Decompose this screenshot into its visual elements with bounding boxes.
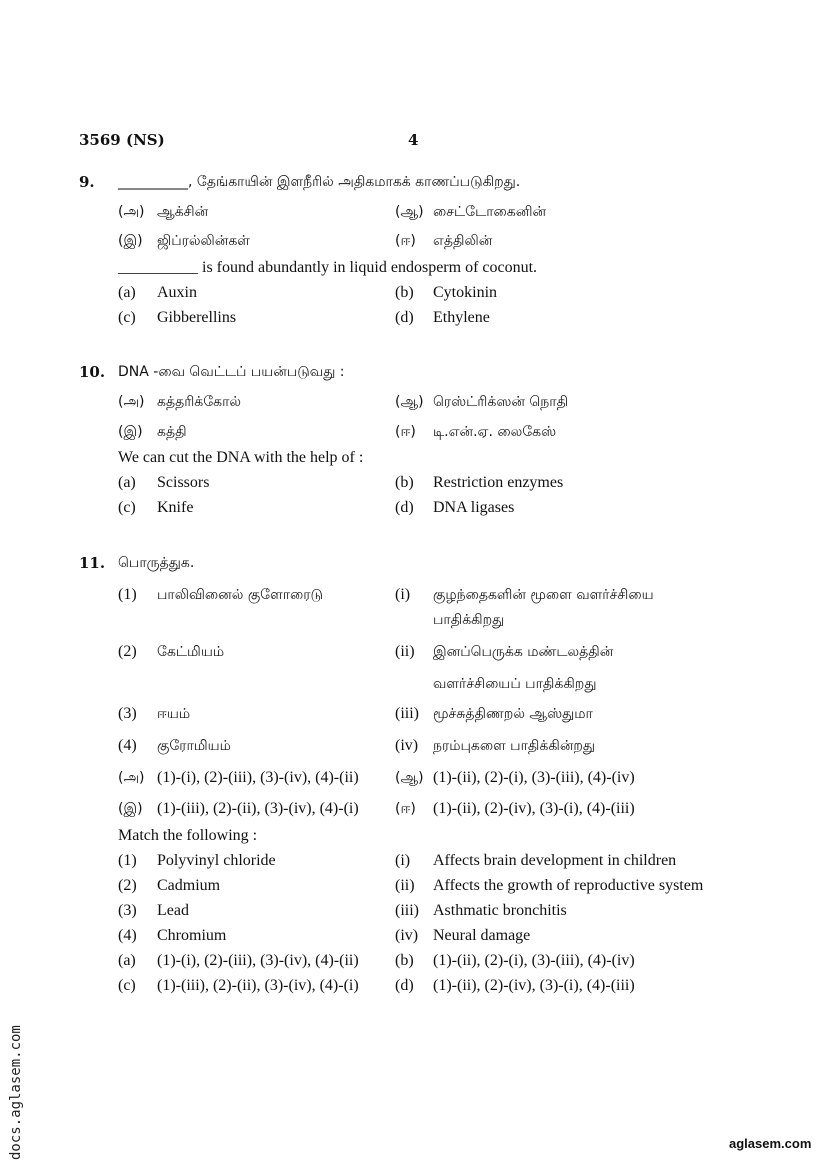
option-text: (1)-(ii), (2)-(i), (3)-(iii), (4)-(iv) <box>433 952 635 969</box>
question-stem-english: Match the following : <box>118 827 258 844</box>
option-label: (அ) <box>118 770 145 786</box>
option-label: (c) <box>118 499 136 516</box>
option-label: (இ) <box>118 233 143 249</box>
option-text: (1)-(i), (2)-(iii), (3)-(iv), (4)-(ii) <box>157 952 359 969</box>
match-right-item: Affects brain development in children <box>433 852 677 869</box>
option-text: Ethylene <box>433 309 490 326</box>
option-text: (1)-(ii), (2)-(iv), (3)-(i), (4)-(iii) <box>433 800 635 817</box>
option-label: (ஆ) <box>395 204 424 220</box>
match-right-item: மூச்சுத்திணறல் ஆஸ்துமா <box>433 706 593 722</box>
watermark-text: docs.aglasem.com <box>8 1025 24 1160</box>
match-left-label: (4) <box>118 927 137 944</box>
question-stem-tamil: DNA -வை வெட்டப் பயன்படுவது : <box>118 364 345 380</box>
option-label: (d) <box>395 977 414 994</box>
paper-code: 3569 (NS) <box>79 131 165 149</box>
match-right-item: நரம்புகளை பாதிக்கின்றது <box>433 738 596 754</box>
option-text: Restriction enzymes <box>433 474 564 491</box>
option-label: (ஈ) <box>395 233 416 249</box>
match-left-item: Cadmium <box>157 877 221 894</box>
match-right-item: Neural damage <box>433 927 531 944</box>
option-label: (ஈ) <box>395 801 416 817</box>
match-right-label: (i) <box>395 852 411 869</box>
question-stem-tamil: __________, தேங்காயின் இளநீரில் அதிகமாகக் காணப்படுகிறது. <box>118 174 521 190</box>
option-label: (b) <box>395 284 414 301</box>
question-number: 9. <box>79 173 95 191</box>
match-right-item: பாதிக்கிறது <box>433 612 505 628</box>
match-left-item: Polyvinyl chloride <box>157 852 276 869</box>
option-text: Scissors <box>157 474 210 491</box>
question-stem-english: __________ is found abundantly in liquid endosperm of coconut. <box>118 259 538 276</box>
option-text: ஆக்சின் <box>157 204 209 220</box>
option-label: (a) <box>118 474 136 491</box>
match-left-label: (3) <box>118 705 137 722</box>
question-stem-tamil: பொருத்துக. <box>118 555 195 571</box>
option-text: கத்தி <box>157 424 187 440</box>
match-left-item: ஈயம் <box>157 706 191 722</box>
option-text: கத்தரிக்கோல் <box>157 394 242 410</box>
match-left-item: கேட்மியம் <box>157 644 225 660</box>
match-right-label: (iii) <box>395 705 419 722</box>
option-text: (1)-(iii), (2)-(ii), (3)-(iv), (4)-(i) <box>157 800 359 817</box>
option-label: (ஆ) <box>395 394 424 410</box>
match-left-item: பாலிவினைல் குளோரைடு <box>157 587 324 603</box>
match-right-label: (i) <box>395 586 411 603</box>
option-text: Gibberellins <box>157 309 237 326</box>
match-left-label: (2) <box>118 643 137 660</box>
option-text: ரெஸ்ட்ரிக்ஸன் நொதி <box>433 394 569 410</box>
match-right-label: (iv) <box>395 927 419 944</box>
match-right-item: வளர்ச்சியைப் பாதிக்கிறது <box>433 676 597 692</box>
option-label: (அ) <box>118 394 145 410</box>
option-label: (a) <box>118 284 136 301</box>
option-text: (1)-(iii), (2)-(ii), (3)-(iv), (4)-(i) <box>157 977 359 994</box>
match-left-label: (1) <box>118 852 137 869</box>
option-text: ஜிப்ரல்லின்கள் <box>157 233 250 249</box>
match-left-item: Chromium <box>157 927 227 944</box>
page-number: 4 <box>408 131 419 149</box>
match-left-item: குரோமியம் <box>157 738 231 754</box>
option-text: (1)-(ii), (2)-(i), (3)-(iii), (4)-(iv) <box>433 769 635 786</box>
match-left-label: (4) <box>118 737 137 754</box>
option-label: (இ) <box>118 424 143 440</box>
match-right-label: (iii) <box>395 902 419 919</box>
option-label: (ஈ) <box>395 424 416 440</box>
brand-text: aglasem.com <box>729 1136 812 1151</box>
match-right-label: (iv) <box>395 737 419 754</box>
option-label: (c) <box>118 977 136 994</box>
match-right-label: (ii) <box>395 643 415 660</box>
match-left-label: (2) <box>118 877 137 894</box>
match-right-label: (ii) <box>395 877 415 894</box>
option-text: (1)-(ii), (2)-(iv), (3)-(i), (4)-(iii) <box>433 977 635 994</box>
option-label: (c) <box>118 309 136 326</box>
match-left-label: (1) <box>118 586 137 603</box>
match-left-item: Lead <box>157 902 189 919</box>
option-text: சைட்டோகைனின் <box>433 204 547 220</box>
option-label: (b) <box>395 474 414 491</box>
match-right-item: Affects the growth of reproductive system <box>433 877 704 894</box>
match-right-item: குழந்தைகளின் மூளை வளர்ச்சியை <box>433 587 654 603</box>
question-stem-english: We can cut the DNA with the help of : <box>118 449 364 466</box>
question-number: 10. <box>79 363 106 381</box>
option-label: (d) <box>395 309 414 326</box>
option-label: (இ) <box>118 801 143 817</box>
option-text: (1)-(i), (2)-(iii), (3)-(iv), (4)-(ii) <box>157 769 359 786</box>
option-label: (a) <box>118 952 136 969</box>
option-text: Cytokinin <box>433 284 498 301</box>
option-text: DNA ligases <box>433 499 515 516</box>
option-text: டி.என்.ஏ. லைகேஸ் <box>433 424 557 440</box>
option-text: எத்திலின் <box>433 233 493 249</box>
option-label: (ஆ) <box>395 770 424 786</box>
option-label: (b) <box>395 952 414 969</box>
match-right-item: இனப்பெருக்க மண்டலத்தின் <box>433 644 614 660</box>
option-label: (அ) <box>118 204 145 220</box>
option-text: Knife <box>157 499 194 516</box>
match-right-item: Asthmatic bronchitis <box>433 902 567 919</box>
question-number: 11. <box>79 554 106 572</box>
match-left-label: (3) <box>118 902 137 919</box>
option-label: (d) <box>395 499 414 516</box>
option-text: Auxin <box>157 284 197 301</box>
